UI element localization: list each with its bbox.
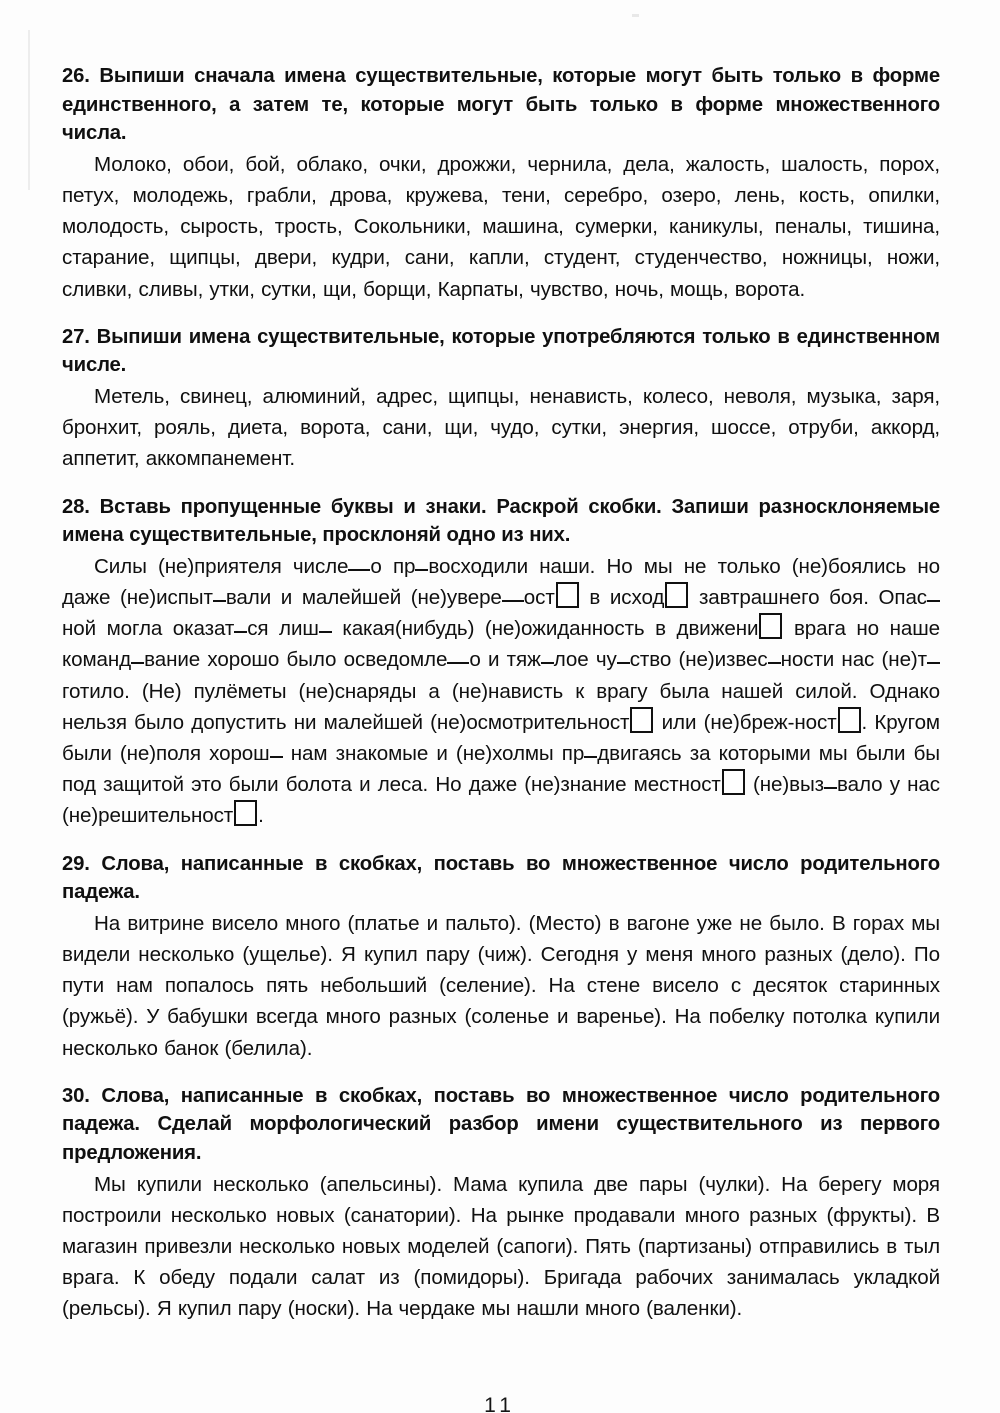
blank-line[interactable] (213, 600, 226, 602)
exercise-30-body: Мы купили несколько (апельсины). Мама купила две пары (чулки). На берегу моря построили несколько новых (санатории). На рынке продавали много разных (фрукты). В магазин привезли несколько новых моделей (сапоги). Пять (партизаны) отправились в тыл врага. К обеду подали салат из (помидоры). Бригада рабочих занималась укладкой (рельсы). Я купил пару (носки). На чердаке мы нашли много (валенки). (62, 1172, 940, 1321)
exercise-28-body: Силы (не)приятеля числе о пр восходили наши. Но мы не только (не)боялись но даже (не)испыт вали и малейшей (не)увере ост в исход завтрашнего боя. Опасной могла оказат ся лиш какая(нибудь) (не)ожиданность в движени врага но наше команд вание хорошо было осведомле о и тяж лое чу ство (не)извес ности нас (не)тготило. (Не) пулёметы (не)снаряды а (не)нависть к врагу была нашей силой. Однако нельзя было допустить ни малейшей (не)осмотрительност или (не)бреж-ност . Кругом были (не)поля хорош нам знакомые и (не)холмы пр двигаясь за которыми мы были бы под защитой это были болота и леса. Но даже (не)знание местност (не)выз вало у нас (не)решительност . (62, 554, 941, 828)
blank-box[interactable] (556, 582, 579, 608)
blank-box[interactable] (665, 582, 688, 608)
blank-box[interactable] (838, 707, 861, 733)
exercise-26-body: Молоко, обои, бой, облако, очки, дрожжи, чернила, дела, жалость, шалость, порох, петух, молодежь, грабли, дрова, кружева, тени, серебро, озеро, лень, кость, опилки, молодость, сырость, трость, Сокольники, машина, сумерки, каникулы, пеналы, тишина, старание, щипцы, двери, кудри, сани, капли, студент, студенчество, ножницы, ножи, сливки, сливы, утки, сутки, щи, борщи, Карпаты, чувство, ночь, мощь, ворота. (62, 152, 940, 301)
blank-line[interactable] (541, 662, 554, 664)
blank-line[interactable] (131, 662, 144, 664)
blank-line[interactable] (270, 756, 283, 758)
blank-box[interactable] (759, 613, 782, 639)
blank-line[interactable] (617, 662, 630, 664)
scan-artifact (28, 30, 30, 190)
blank-line[interactable] (319, 631, 332, 633)
exercise-29-heading: 29. Слова, написанные в скобках, поставь во множественное число родительного падежа. (62, 852, 940, 904)
exercise-30 (62, 1082, 940, 1325)
blank-line[interactable] (415, 569, 428, 571)
blank-box[interactable] (234, 800, 257, 826)
exercise-28-heading: 28. Вставь пропущенные буквы и знаки. Раскрой скобки. Запиши разносклоняемые имена существительные, просклоняй одно из них. (62, 495, 940, 547)
page-number: 11 (484, 1394, 516, 1413)
exercise-27-heading: 27. Выпиши имена существительные, которые употребляются только в единственном числе. (62, 325, 940, 377)
blank-line[interactable] (502, 600, 524, 602)
exercise-27 (62, 323, 940, 475)
blank-line[interactable] (234, 631, 247, 633)
exercise-27-body: Метель, свинец, алюминий, адрес, щипцы, ненависть, колесо, неволя, музыка, заря, бронхит, рояль, диета, ворота, сани, щи, чудо, сутки, энергия, шоссе, отруби, аккорд, аппетит, аккомпанемент. (62, 384, 940, 471)
blank-line[interactable] (927, 600, 940, 602)
blank-box[interactable] (722, 769, 745, 795)
exercise-29 (62, 850, 940, 1064)
blank-line[interactable] (584, 756, 597, 758)
exercise-30-heading: 30. Слова, написанные в скобках, поставь во множественное число родительного падежа. Сделай морфологический разбор имени существительного из первого предложения. (62, 1084, 940, 1164)
blank-line[interactable] (447, 662, 469, 664)
blank-line[interactable] (348, 569, 370, 571)
blank-line[interactable] (768, 662, 781, 664)
blank-box[interactable] (630, 707, 653, 733)
exercise-26 (62, 62, 940, 305)
exercise-26-heading: 26. Выпиши сначала имена существительные, которые могут быть только в форме единственного, а затем те, которые могут быть только в форме множественного числа. (62, 65, 940, 145)
blank-line[interactable] (824, 787, 837, 789)
blank-line[interactable] (927, 662, 940, 664)
exercise-29-body: На витрине висело много (платье и пальто). (Место) в вагоне уже не было. В горах мы видели несколько (ущелье). Я купил пару (чиж). Сегодня у меня много разных (дело). По пути нам попалось пять небольший (селение). На стене висело с десяток старинных (ружьё). У бабушки всегда много разных (соленье и варенье). На побелку потолка купили несколько банок (белила). (62, 911, 940, 1060)
scan-artifact-top (632, 14, 639, 17)
page-content (62, 62, 940, 1328)
exercise-28 (62, 493, 940, 832)
